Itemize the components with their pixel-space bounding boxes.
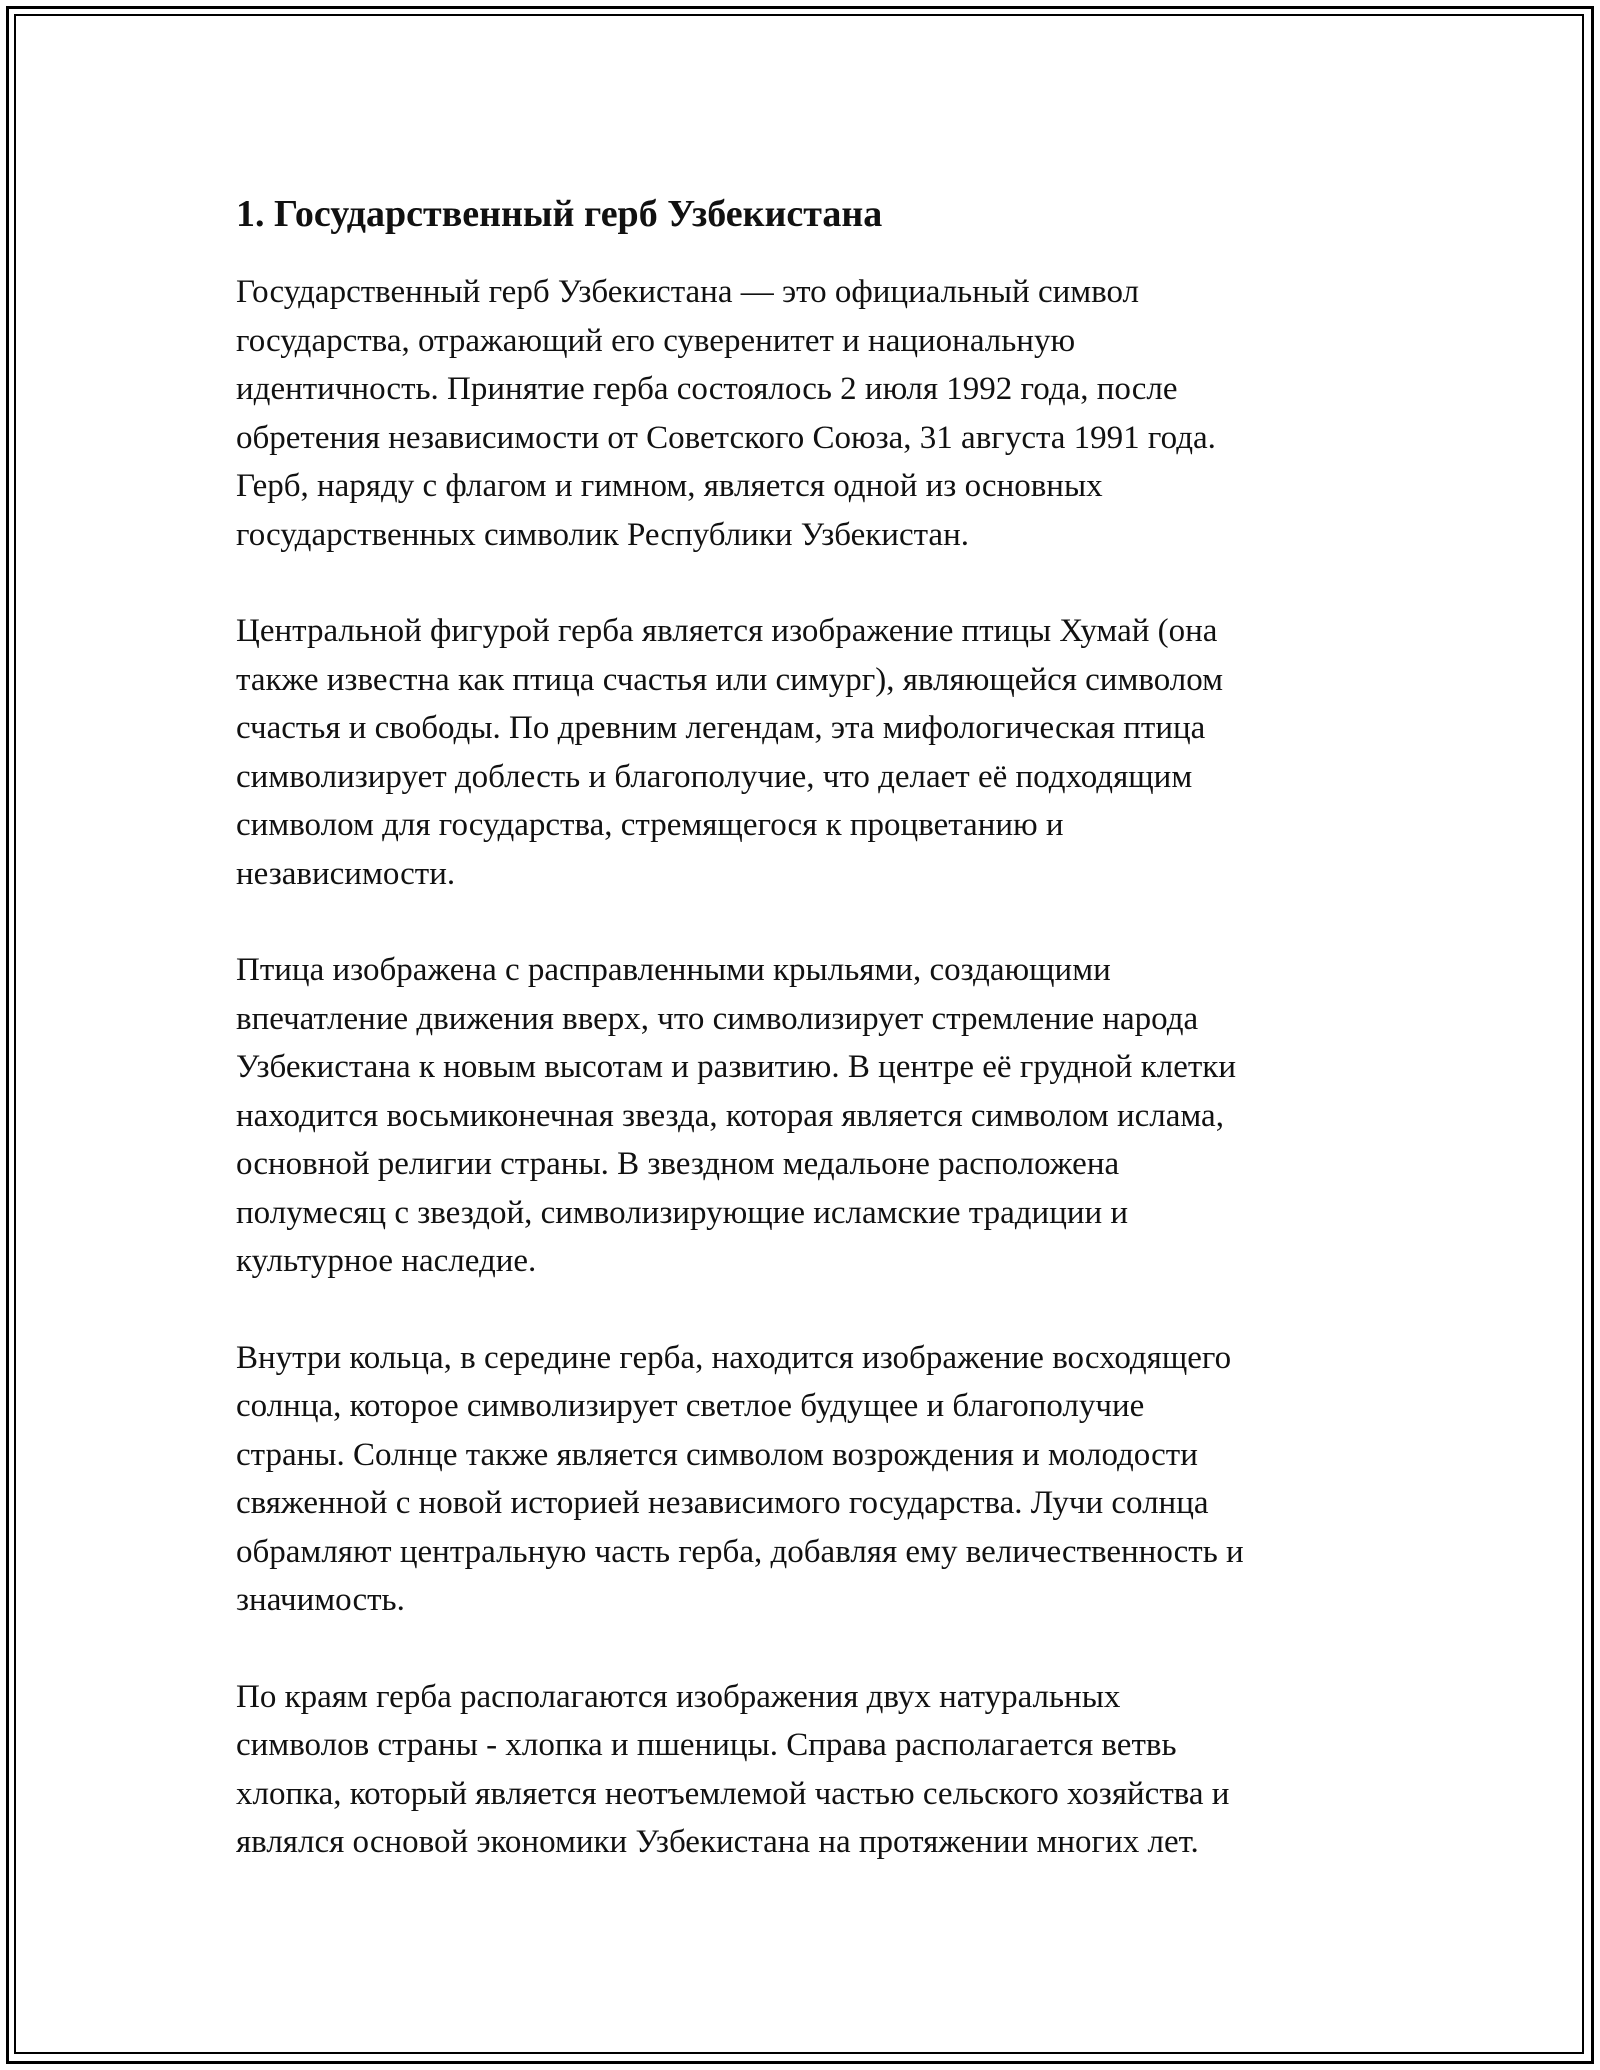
text-line: Государственный герб Узбекистана — это официальный символ (236, 274, 1140, 310)
text-line: также известна как птица счастья или симург), являющейся символом (236, 661, 1223, 698)
text-line: хлопка, который является неотъемлемой частью сельского хозяйства и (236, 1775, 1230, 1812)
paragraph-cotton-wheat (236, 1673, 1376, 1867)
text-line: символов страны - хлопка и пшеницы. Справа располагается ветвь (236, 1727, 1177, 1763)
section-title: 1. Государственный герб Узбекистана (236, 193, 883, 235)
text-line: Внутри кольца, в середине герба, находится изображение восходящего (236, 1339, 1232, 1376)
text-line: свяженной с новой историей независимого государства. Лучи солнца (236, 1485, 1209, 1521)
text-line: государства, отражающий его суверенитет и национальную (236, 322, 1076, 359)
text-line: основной религии страны. В звездном медальоне расположена (236, 1146, 1120, 1182)
text-line: идентичность. Принятие герба состоялось 2 июля 1992 года, после (236, 371, 1178, 407)
text-line: культурное наследие. (236, 1243, 537, 1279)
text-line: находится восьмиконечная звезда, которая является символом ислама, (236, 1097, 1224, 1134)
text-line: Центральной фигурой герба является изображение птицы Хумай (она (236, 613, 1218, 649)
text-line: независимости. (236, 855, 456, 892)
text-line: обретения независимости от Советского Союза, 31 августа 1991 года. (236, 419, 1216, 456)
paragraph-humai-bird (236, 607, 1376, 898)
text-line: полумесяц с звездой, символизирующие исламские традиции и (236, 1194, 1129, 1231)
text-line: символизирует доблесть и благополучие, что делает её подходящим (236, 758, 1193, 795)
text-line: впечатление движения вверх, что символизирует стремление народа (236, 1000, 1199, 1037)
text-line: обрамляют центральную часть герба, добавляя ему величественность и (236, 1533, 1244, 1570)
text-line: символом для государства, стремящегося к процветанию и (236, 807, 1064, 843)
text-line: счастья и свободы. По древним легендам, эта мифологическая птица (236, 710, 1206, 746)
paragraph-rising-sun (236, 1334, 1376, 1625)
text-line: Узбекистана к новым высотам и развитию. В центре её грудной клетки (236, 1049, 1236, 1085)
paragraph-wings-star (236, 946, 1376, 1286)
text-line: Птица изображена с расправленными крыльями, создающими (236, 952, 1111, 988)
text-line: Герб, наряду с флагом и гимном, является одной из основных (236, 468, 1103, 504)
text-line: страны. Солнце также является символом возрождения и молодости (236, 1436, 1198, 1473)
paragraph-intro (236, 268, 1376, 559)
text-line: значимость. (236, 1582, 405, 1618)
text-line: По краям герба располагаются изображения двух натуральных (236, 1678, 1121, 1715)
text-line: солнца, которое символизирует светлое будущее и благополучие (236, 1388, 1145, 1424)
text-line: государственных символик Республики Узбекистан. (236, 516, 969, 553)
text-line: являлся основой экономики Узбекистана на протяжении многих лет. (236, 1824, 1199, 1860)
document-body (236, 188, 1376, 1915)
